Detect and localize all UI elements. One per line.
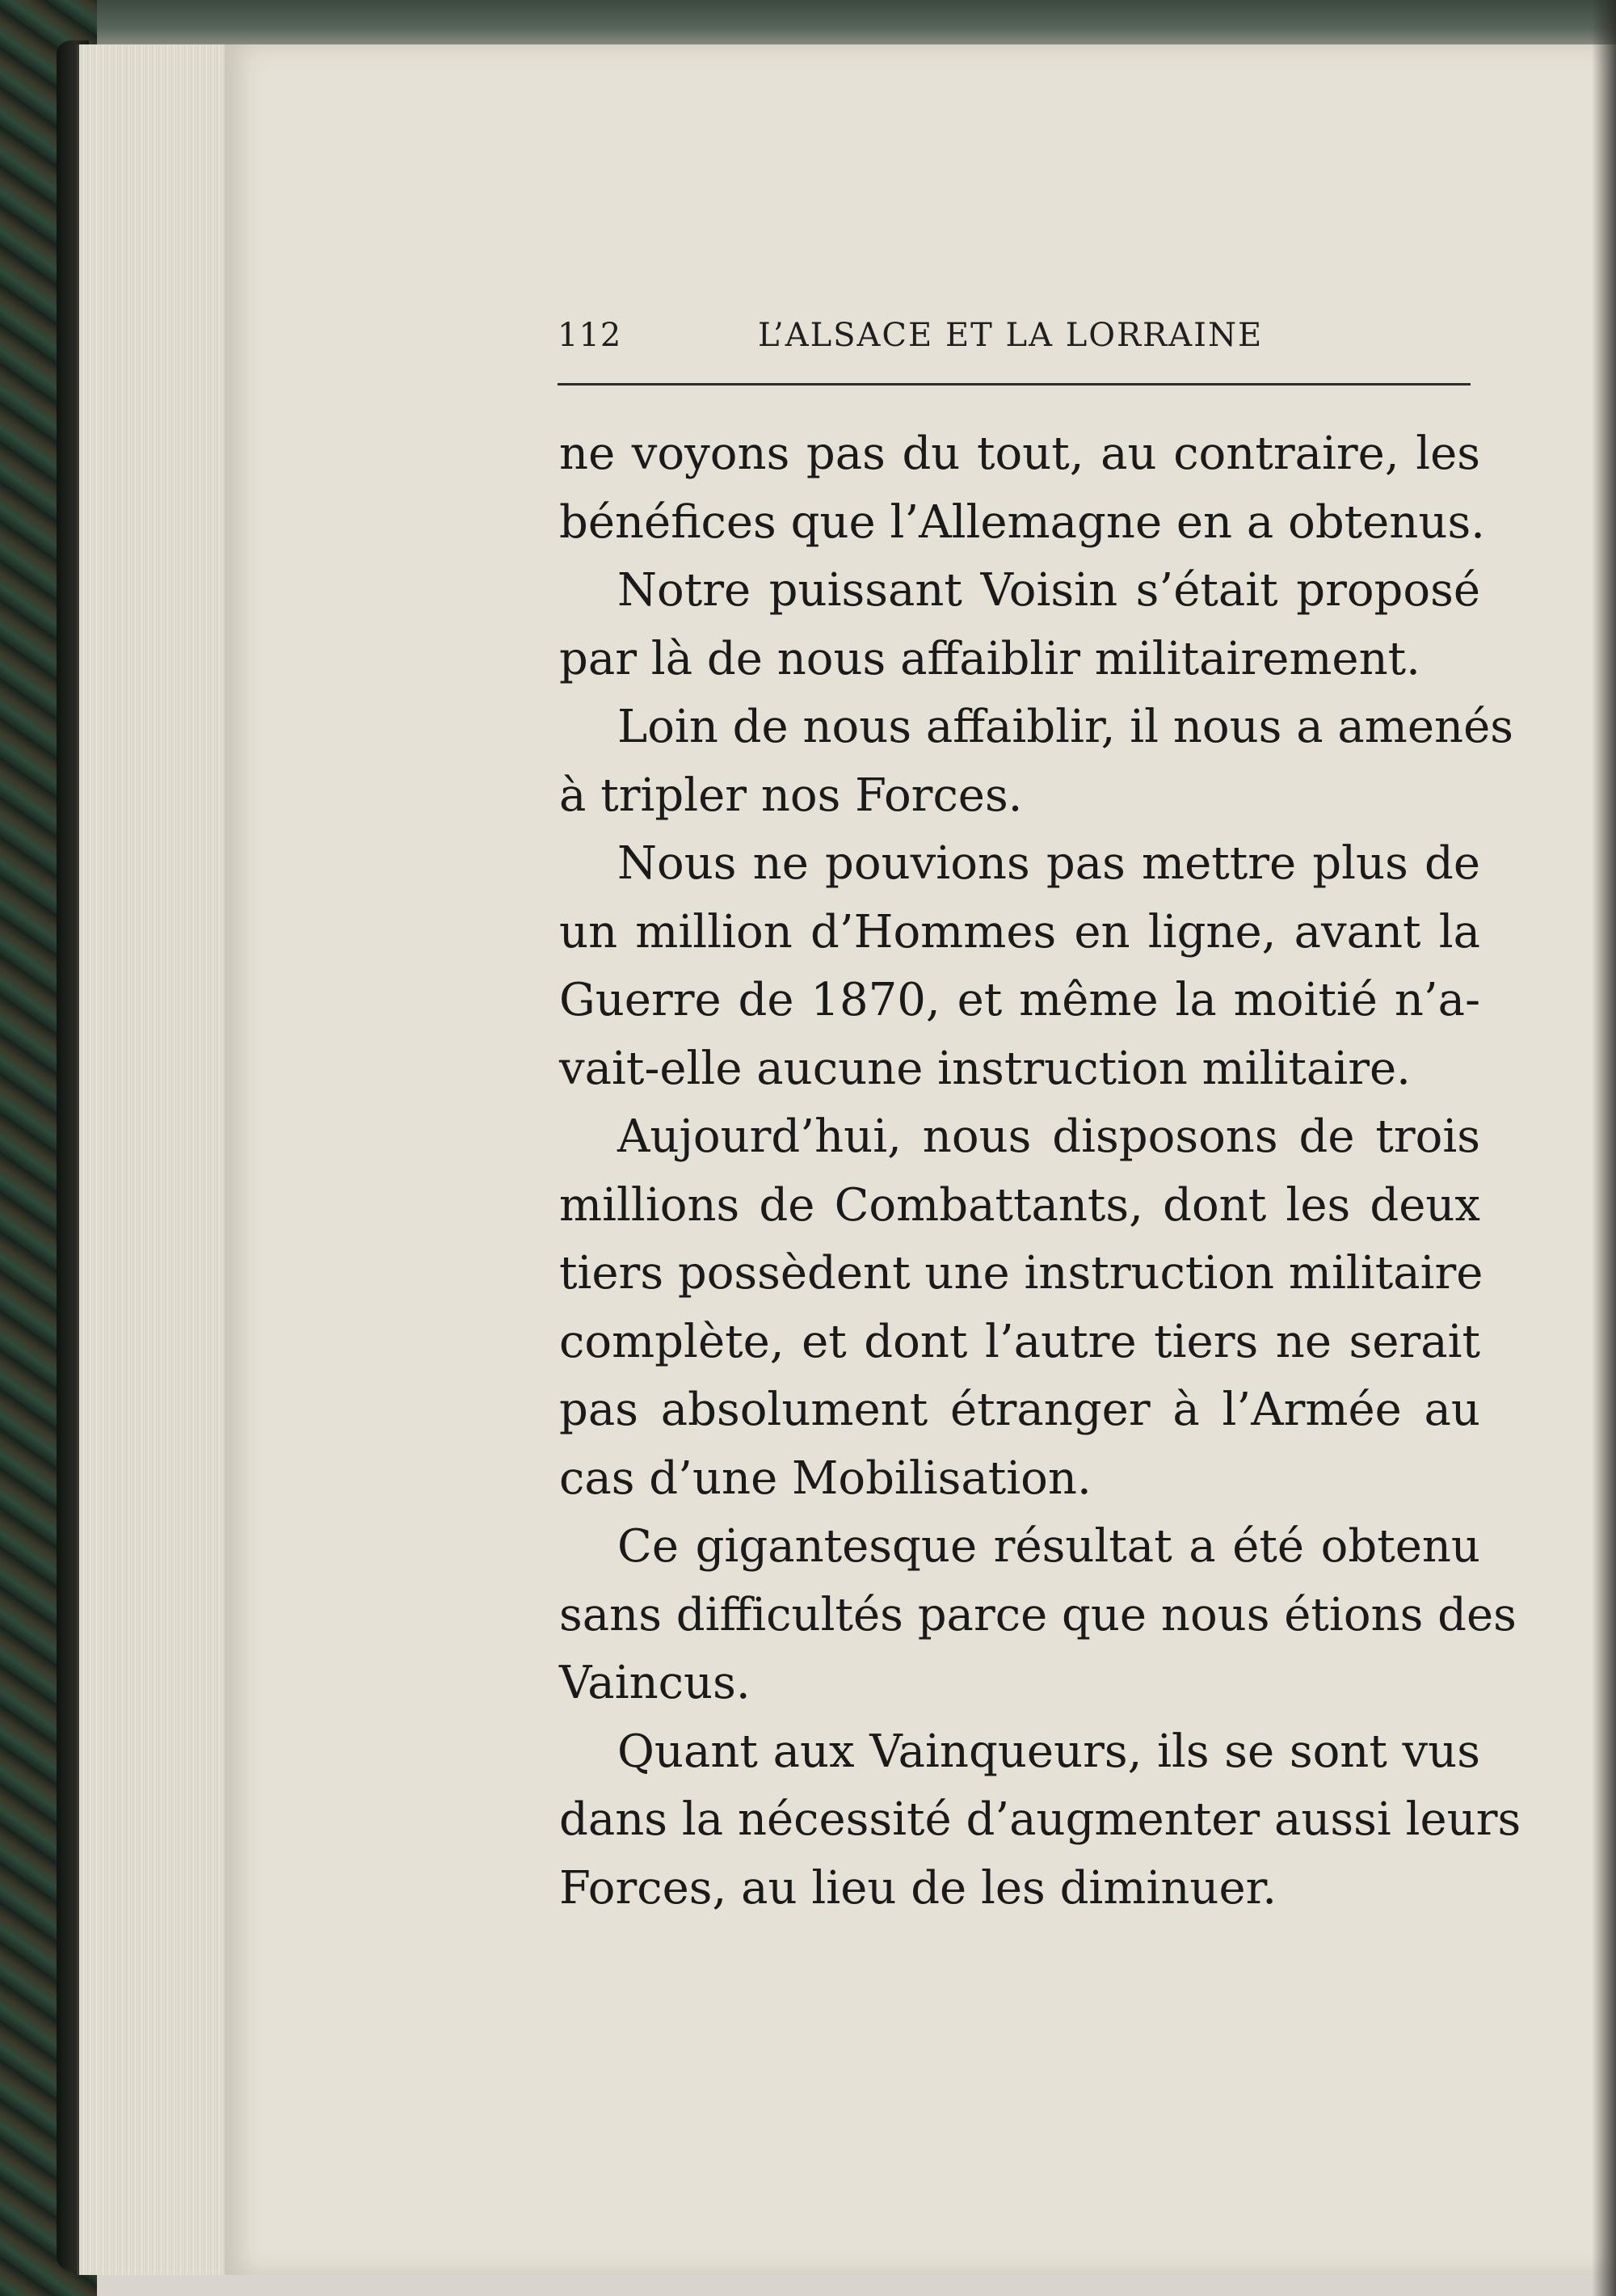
text-line: par là de nous affaiblir militairement. <box>559 632 1420 685</box>
page-number: 112 <box>558 317 622 354</box>
header-rule <box>558 383 1471 385</box>
running-title: L’ALSACE ET LA LORRAINE <box>758 317 1264 354</box>
text-line: dans la nécessité d’augmenter aussi leurs <box>559 1793 1521 1846</box>
text-line: Notre puissant Voisin s’était proposé <box>617 564 1480 617</box>
page-top-shadow <box>97 0 1616 47</box>
text-line: bénéfices que l’Allemagne en a obtenus. <box>559 495 1485 549</box>
text-line: Loin de nous affaiblir, il nous a amenés <box>617 701 1513 753</box>
page-header <box>558 305 1471 370</box>
page-stack-edges <box>77 44 233 2275</box>
text-line: vait-elle aucune instruction militaire. <box>559 1042 1411 1095</box>
text-line: Nous ne pouvions pas mettre plus de <box>617 837 1480 890</box>
text-line: sans difficultés parce que nous étions des <box>559 1588 1517 1641</box>
text-line: cas d’une Mobilisation. <box>559 1451 1092 1505</box>
page-right-shadow <box>1592 0 1616 2296</box>
text-line: un million d’Hommes en ligne, avant la <box>559 905 1480 958</box>
text-line: Ce gigantesque résultat a été obtenu <box>617 1520 1480 1573</box>
body-text <box>559 420 1521 1923</box>
text-line: Vaincus. <box>559 1657 751 1709</box>
text-line: Aujourd’hui, nous disposons de trois <box>617 1110 1480 1163</box>
text-line: tiers possèdent une instruction militaire <box>559 1247 1483 1300</box>
text-line: Forces, au lieu de les diminuer. <box>559 1861 1277 1915</box>
text-line: complète, et dont l’autre tiers ne serait <box>559 1315 1480 1368</box>
text-line: à tripler nos Forces. <box>559 769 1023 822</box>
text-line: Guerre de 1870, et même la moitié n’a- <box>559 974 1480 1026</box>
text-line: Quant aux Vainqueurs, ils se sont vus <box>617 1725 1480 1778</box>
text-line: pas absolument étranger à l’Armée au <box>559 1384 1480 1436</box>
text-line: millions de Combattants, dont les deux <box>559 1178 1480 1232</box>
text-line: ne voyons pas du tout, au contraire, les <box>559 428 1480 480</box>
